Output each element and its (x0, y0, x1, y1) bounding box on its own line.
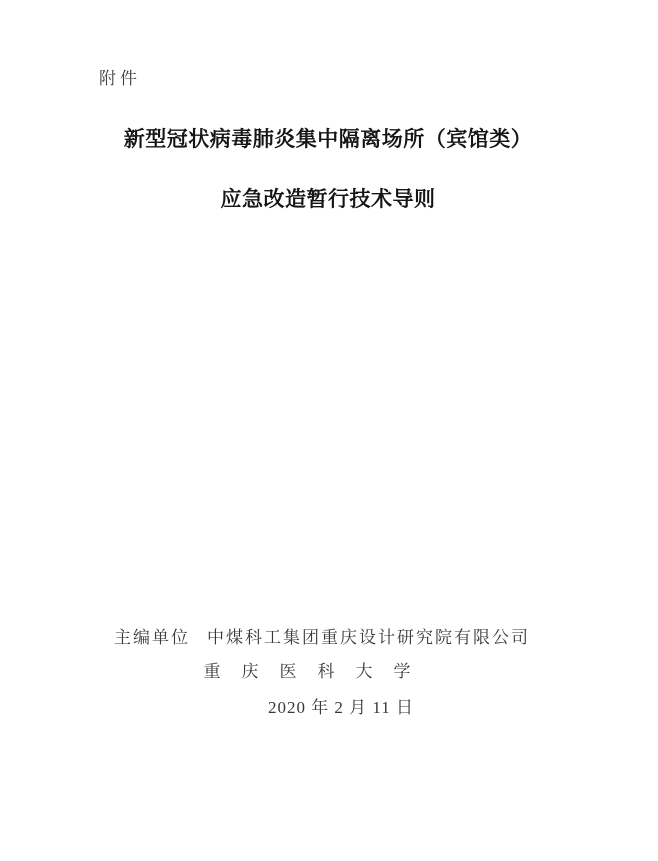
editor-unit-org-primary: 中煤科工集团重庆设计研究院有限公司 (207, 628, 530, 647)
publish-date: 2020 年 2 月 11 日 (267, 698, 415, 717)
editor-unit-org-secondary: 重 庆 医 科 大 学 (203, 662, 413, 681)
document-title-line2: 应急改造暂行技术导则 (220, 187, 436, 211)
editor-unit-line (114, 627, 530, 648)
editor-unit-label: 主编单位 (114, 628, 190, 647)
attachment-label: 附件 (99, 69, 141, 88)
document-title-line1: 新型冠状病毒肺炎集中隔离场所（宾馆类） (123, 127, 533, 151)
